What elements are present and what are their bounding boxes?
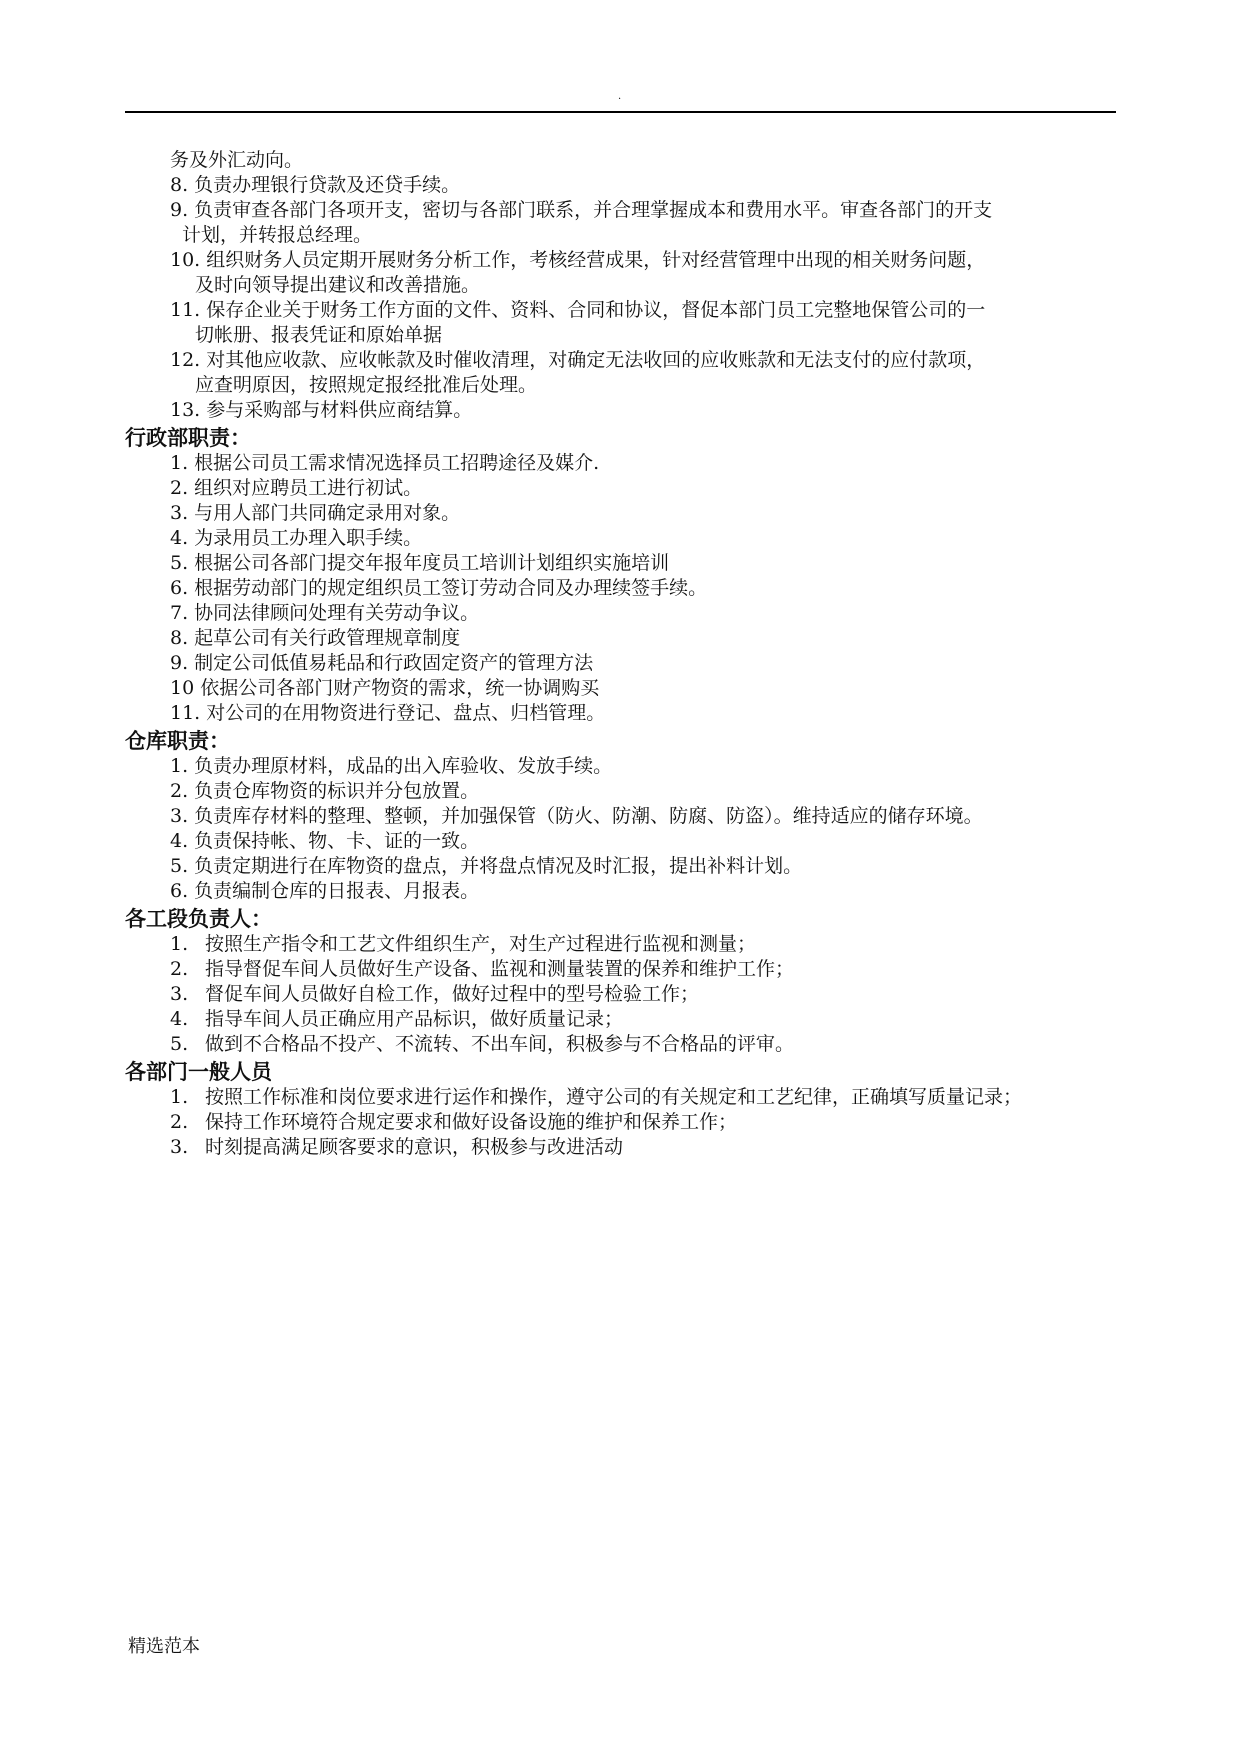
general-staff-item: [125, 1085, 1115, 1110]
finance-item-continuation: 计划，并转报总经理。: [182, 224, 373, 246]
admin-item: 4. 为录用员工办理入职手续。: [170, 527, 423, 549]
warehouse-item: 6. 负责编制仓库的日报表、月报表。: [170, 880, 480, 902]
item-number: 3.: [170, 1136, 189, 1158]
item-number: 1.: [170, 1086, 189, 1108]
footer-text: 精选范本: [128, 1636, 200, 1657]
admin-item: 3. 与用人部门共同确定录用对象。: [170, 502, 461, 524]
admin-item: 7. 协同法律顾问处理有关劳动争议。: [170, 602, 480, 624]
item-number: 3.: [170, 983, 189, 1005]
section-heading-warehouse: 仓库职责：: [125, 729, 230, 753]
item-text: 按照工作标准和岗位要求进行运作和操作，遵守公司的有关规定和工艺纪律，正确填写质量记录；: [205, 1086, 1023, 1108]
general-staff-item: [125, 1135, 1115, 1160]
item-text: 做到不合格品不投产、不流转、不出车间，积极参与不合格品的评审。: [205, 1033, 795, 1055]
finance-item-continuation: 切帐册、报表凭证和原始单据: [195, 324, 443, 346]
general-staff-item: [125, 1110, 1115, 1135]
item-text: 时刻提高满足顾客要求的意识，积极参与改进活动: [205, 1136, 624, 1158]
finance-item: 11. 保存企业关于财务工作方面的文件、资料、合同和协议，督促本部门员工完整地保管公司的一: [170, 299, 986, 321]
header-rule: [125, 111, 1116, 113]
finance-item-continuation: 应查明原因，按照规定报经批准后处理。: [195, 374, 538, 396]
admin-item: 6. 根据劳动部门的规定组织员工签订劳动合同及办理续签手续。: [170, 577, 708, 599]
section-lead-item: [125, 1032, 1115, 1057]
section-lead-item: [125, 1007, 1115, 1032]
header-dot: .: [618, 91, 622, 102]
section-lead-item: [125, 957, 1115, 982]
warehouse-item: 5. 负责定期进行在库物资的盘点，并将盘点情况及时汇报，提出补料计划。: [170, 855, 803, 877]
item-text: 指导督促车间人员做好生产设备、监视和测量装置的保养和维护工作；: [205, 958, 795, 980]
admin-item: 9. 制定公司低值易耗品和行政固定资产的管理方法: [170, 652, 594, 674]
finance-item: 12. 对其他应收款、应收帐款及时催收清理，对确定无法收回的应收账款和无法支付的应付款项，: [170, 349, 986, 371]
section-heading-general-staff: 各部门一般人员: [125, 1060, 272, 1084]
warehouse-item: 1. 负责办理原材料，成品的出入库验收、发放手续。: [170, 755, 613, 777]
finance-item-continuation: 及时向领导提出建议和改善措施。: [195, 274, 481, 296]
finance-item: 10. 组织财务人员定期开展财务分析工作，考核经营成果，针对经营管理中出现的相关财务问题，: [170, 249, 986, 271]
warehouse-item: 3. 负责库存材料的整理、整顿，并加强保管（防火、防潮、防腐、防盗）。维持适应的储存环境。: [170, 805, 983, 827]
item-number: 5.: [170, 1033, 189, 1055]
item-text: 保持工作环境符合规定要求和做好设备设施的维护和保养工作；: [205, 1111, 738, 1133]
admin-item: 1. 根据公司员工需求情况选择员工招聘途径及媒介.: [170, 452, 600, 474]
finance-item-continuation: 务及外汇动向。: [170, 149, 304, 171]
item-number: 2.: [170, 958, 189, 980]
finance-item: 9. 负责审查各部门各项开支，密切与各部门联系，并合理掌握成本和费用水平。审查各部门的开支: [170, 199, 993, 221]
admin-item: 2. 组织对应聘员工进行初试。: [170, 477, 423, 499]
section-lead-item: [125, 982, 1115, 1007]
admin-item: 11. 对公司的在用物资进行登记、盘点、归档管理。: [170, 702, 606, 724]
section-heading-admin: 行政部职责：: [125, 426, 251, 450]
section-lead-item: [125, 932, 1115, 957]
item-number: 4.: [170, 1008, 189, 1030]
admin-item: 10 依据公司各部门财产物资的需求，统一协调购买: [170, 677, 600, 699]
finance-item: 8. 负责办理银行贷款及还贷手续。: [170, 174, 461, 196]
admin-item: 8. 起草公司有关行政管理规章制度: [170, 627, 461, 649]
item-number: 1.: [170, 933, 189, 955]
item-text: 指导车间人员正确应用产品标识，做好质量记录；: [205, 1008, 624, 1030]
warehouse-item: 2. 负责仓库物资的标识并分包放置。: [170, 780, 480, 802]
item-text: 按照生产指令和工艺文件组织生产，对生产过程进行监视和测量；: [205, 933, 757, 955]
item-text: 督促车间人员做好自检工作，做好过程中的型号检验工作；: [205, 983, 700, 1005]
admin-item: 5. 根据公司各部门提交年报年度员工培训计划组织实施培训: [170, 552, 670, 574]
warehouse-item: 4. 负责保持帐、物、卡、证的一致。: [170, 830, 480, 852]
document-body: [125, 148, 1115, 1160]
section-heading-section-leads: 各工段负责人：: [125, 907, 272, 931]
finance-item: 13. 参与采购部与材料供应商结算。: [170, 399, 473, 421]
item-number: 2.: [170, 1111, 189, 1133]
